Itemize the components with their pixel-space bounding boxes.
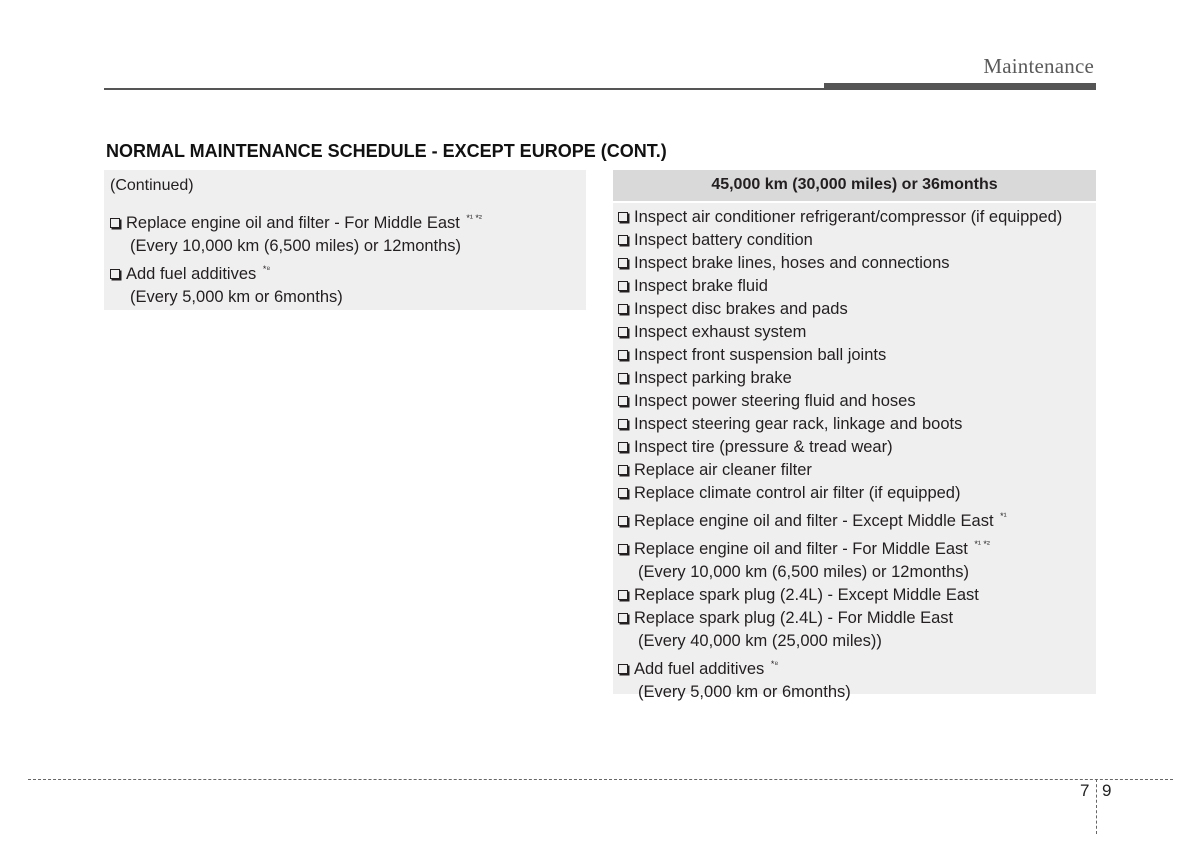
section-title: Maintenance bbox=[983, 54, 1094, 78]
checklist-item bbox=[618, 321, 1062, 344]
checklist-item-text: Replace engine oil and filter - Except Middle East bbox=[634, 512, 999, 530]
page-heading: NORMAL MAINTENANCE SCHEDULE - EXCEPT EUROPE (CONT.) bbox=[106, 141, 667, 161]
footer-divider bbox=[28, 779, 1173, 780]
header-rule bbox=[104, 88, 824, 90]
footnote-marker: *⁸ bbox=[262, 264, 271, 274]
checklist-item bbox=[618, 653, 1062, 681]
checklist-item bbox=[110, 207, 482, 235]
checklist-item bbox=[618, 390, 1062, 413]
checkbox-icon bbox=[618, 396, 628, 406]
checklist-item-text: Inspect exhaust system bbox=[634, 323, 807, 341]
checklist-item-text: Inspect brake fluid bbox=[634, 277, 768, 295]
checklist-item bbox=[618, 584, 1062, 607]
footnote-marker: *¹ bbox=[1000, 511, 1007, 521]
checklist-item-interval: (Every 5,000 km or 6months) bbox=[638, 683, 851, 701]
checkbox-icon bbox=[618, 327, 628, 337]
checklist-item bbox=[618, 298, 1062, 321]
chapter-number: 7 bbox=[1080, 781, 1090, 800]
checklist-item-interval: (Every 10,000 km (6,500 miles) or 12months) bbox=[130, 237, 462, 255]
checkbox-icon bbox=[110, 269, 120, 279]
checklist-item-text: Inspect air conditioner refrigerant/compressor (if equipped) bbox=[634, 208, 1063, 226]
footnote-marker: *⁸ bbox=[770, 659, 779, 669]
checkbox-icon bbox=[618, 442, 628, 452]
page-number: 9 bbox=[1102, 781, 1112, 800]
checklist-item-text: Replace spark plug (2.4L) - Except Middle East bbox=[634, 586, 979, 604]
checklist-item-text: Inspect steering gear rack, linkage and boots bbox=[634, 415, 963, 433]
checkbox-icon bbox=[618, 258, 628, 268]
checkbox-icon bbox=[618, 281, 628, 291]
checklist-item-text: Inspect battery condition bbox=[634, 231, 813, 249]
checklist-item bbox=[618, 459, 1062, 482]
checklist-item-interval: (Every 10,000 km (6,500 miles) or 12months) bbox=[638, 563, 970, 581]
header-rule-accent bbox=[824, 83, 1096, 90]
checkbox-icon bbox=[618, 235, 628, 245]
checklist-item-text: Inspect front suspension ball joints bbox=[634, 346, 887, 364]
right-schedule-box bbox=[613, 203, 1096, 701]
checklist-item-text: Inspect power steering fluid and hoses bbox=[634, 392, 916, 410]
checklist-item bbox=[618, 505, 1062, 533]
checkbox-icon bbox=[618, 516, 628, 526]
checklist-item-text: Inspect tire (pressure & tread wear) bbox=[634, 438, 893, 456]
checkbox-icon bbox=[618, 465, 628, 475]
right-item-list bbox=[618, 206, 1062, 704]
checklist-item-text: Replace engine oil and filter - For Middle East bbox=[126, 214, 465, 232]
checklist-item-text: Replace engine oil and filter - For Middle East bbox=[634, 540, 973, 558]
checklist-item-text: Add fuel additives bbox=[634, 660, 769, 678]
checklist-item-text: Inspect disc brakes and pads bbox=[634, 300, 848, 318]
checklist-item bbox=[618, 252, 1062, 275]
checklist-item bbox=[618, 275, 1062, 298]
checkbox-icon bbox=[618, 373, 628, 383]
checklist-item bbox=[618, 607, 1062, 630]
interval-header: 45,000 km (30,000 miles) or 36months bbox=[613, 170, 1096, 201]
checkbox-icon bbox=[618, 664, 628, 674]
checkbox-icon bbox=[618, 350, 628, 360]
checkbox-icon bbox=[618, 613, 628, 623]
checklist-item-text: Inspect brake lines, hoses and connections bbox=[634, 254, 950, 272]
footer-page-divider bbox=[1096, 779, 1097, 834]
checklist-item bbox=[618, 229, 1062, 252]
checklist-item bbox=[618, 344, 1062, 367]
checkbox-icon bbox=[618, 544, 628, 554]
checklist-item bbox=[618, 206, 1062, 229]
checklist-item bbox=[618, 533, 1062, 561]
checkbox-icon bbox=[618, 212, 628, 222]
left-item-list bbox=[110, 207, 482, 309]
checkbox-icon bbox=[618, 304, 628, 314]
checklist-item-text: Add fuel additives bbox=[126, 265, 261, 283]
checklist-item bbox=[618, 482, 1062, 505]
continued-label: (Continued) bbox=[110, 177, 194, 194]
checkbox-icon bbox=[110, 218, 120, 228]
checklist-item bbox=[110, 258, 482, 286]
checkbox-icon bbox=[618, 419, 628, 429]
checklist-item-text: Replace air cleaner filter bbox=[634, 461, 812, 479]
checkbox-icon bbox=[618, 488, 628, 498]
checklist-item-text: Replace climate control air filter (if equipped) bbox=[634, 484, 961, 502]
footnote-marker: *¹ *² bbox=[466, 213, 482, 223]
checklist-item bbox=[618, 367, 1062, 390]
checklist-item bbox=[618, 413, 1062, 436]
checklist-item-interval: (Every 40,000 km (25,000 miles)) bbox=[638, 632, 882, 650]
checklist-item-interval: (Every 5,000 km or 6months) bbox=[130, 288, 343, 306]
checklist-item-text: Inspect parking brake bbox=[634, 369, 792, 387]
footnote-marker: *¹ *² bbox=[974, 539, 990, 549]
checklist-item bbox=[618, 436, 1062, 459]
checklist-item-text: Replace spark plug (2.4L) - For Middle East bbox=[634, 609, 954, 627]
checkbox-icon bbox=[618, 590, 628, 600]
left-schedule-box bbox=[104, 170, 586, 310]
